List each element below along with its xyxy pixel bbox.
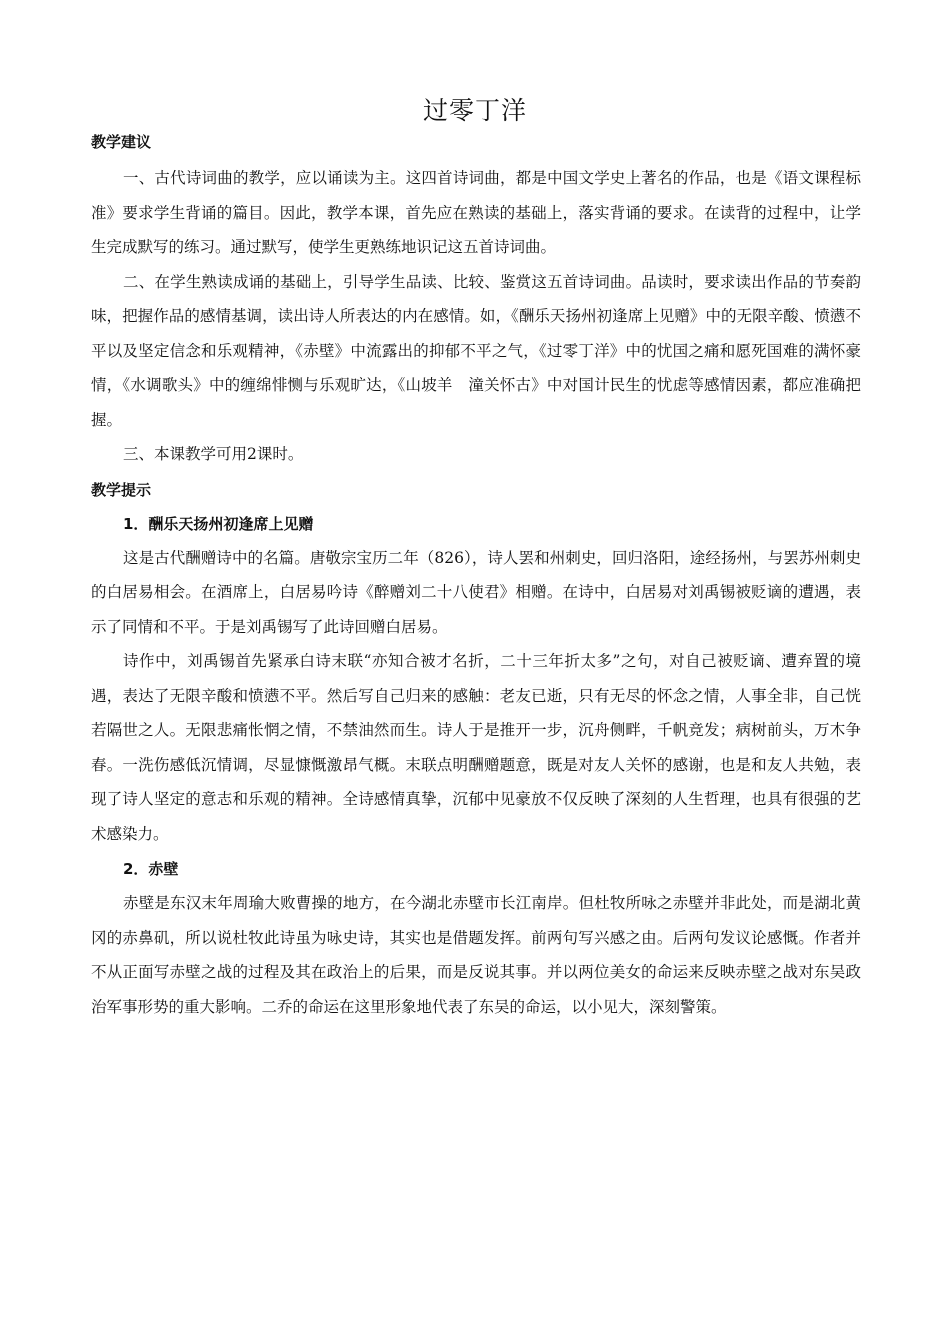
paragraph-tip-1-2: 诗作中，刘禹锡首先紧承白诗末联“亦知合被才名折，二十三年折太多”之句，对自己被贬谪、遭弃置的境遇，表达了无限辛酸和愤懑不平。然后写自己归来的感触：老友已逝，只有无尽的怀念之情，人事全非，自己恍若隔世之人。无限悲痛怅惘之情，不禁油然而生。诗人于是推开一步，沉舟侧畔，千帆竞发；病树前头，万木争春。一洗伤感低沉情调，尽显慷慨激昂气概。末联点明酬赠题意，既是对友人关怀的感谢，也是和友人共勉，表现了诗人坚定的意志和乐观的精神。全诗感情真挚，沉郁中见豪放不仅反映了深刻的人生哲理，也具有很强的艺术感染力。 [91, 652, 861, 843]
document-body [91, 128, 861, 1024]
section-heading-teaching-suggestions: 教学建议 [91, 133, 152, 151]
tip-title-poem-1: 1．酬乐天扬州初逢席上见赠 [123, 514, 314, 533]
paragraph-suggestion-2: 二、在学生熟读成诵的基础上，引导学生品读、比较、鉴赏这五首诗词曲。品读时，要求读出作品的节奏韵味，把握作品的感情基调，读出诗人所表达的内在感情。如，《酬乐天扬州初逢席上见赠》中的无限辛酸、愤懑不平以及坚定信念和乐观精神，《赤壁》中流露出的抑郁不平之气，《过零丁洋》中的忧国之痛和愿死国难的满怀豪情，《水调歌头》中的缠绵悱恻与乐观旷达，《山坡羊 潼关怀古》中对国计民生的忧虑等感情因素，都应准确把握。 [91, 272, 861, 429]
tip-title-poem-2: 2．赤壁 [123, 860, 179, 878]
paragraph-suggestion-1: 一、古代诗词曲的教学，应以诵读为主。这四首诗词曲，都是中国文学史上著名的作品，也是《语文课程标准》要求学生背诵的篇目。因此，教学本课，首先应在熟读的基础上，落实背诵的要求。在读背的过程中，让学生完成默写的练习。通过默写，使学生更熟练地识记这五首诗词曲。 [91, 169, 861, 256]
document-title: 过零丁洋 [422, 96, 527, 125]
paragraph-tip-2-1: 赤壁是东汉末年周瑜大败曹操的地方，在今湖北赤壁市长江南岸。但杜牧所咏之赤壁并非此处，而是湖北黄冈的赤鼻矶，所以说杜牧此诗虽为咏史诗，其实也是借题发挥。前两句写兴感之由。后两句发议论感慨。作者并不从正面写赤壁之战的过程及其在政治上的后果，而是反说其事。并以两位美女的命运来反映赤壁之战对东吴政治军事形势的重大影响。二乔的命运在这里形象地代表了东吴的命运，以小见大，深刻警策。 [91, 894, 861, 1016]
section-heading-teaching-tips: 教学提示 [91, 480, 152, 499]
paragraph-tip-1-1: 这是古代酬赠诗中的名篇。唐敬宗宝历二年（826），诗人罢和州刺史，回归洛阳，途经扬州，与罢苏州刺史的白居易相会。在酒席上，白居易吟诗《醉赠刘二十八使君》相赠。在诗中，白居易对刘禹锡被贬谪的遭遇，表示了同情和不平。于是刘禹锡写了此诗回赠白居易。 [91, 548, 861, 636]
paragraph-suggestion-3: 三、本课教学可用2课时。 [123, 445, 304, 463]
